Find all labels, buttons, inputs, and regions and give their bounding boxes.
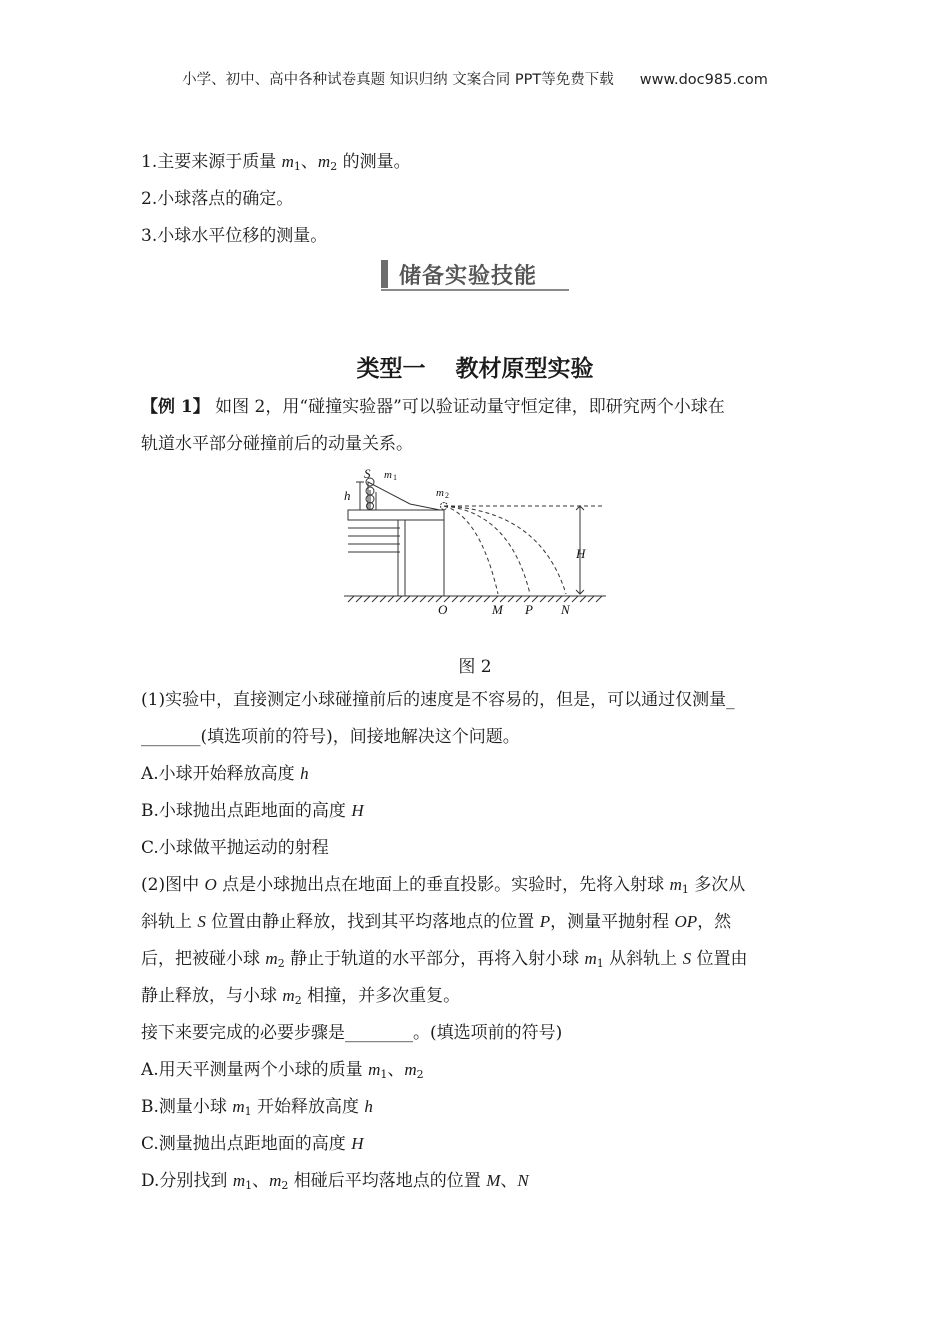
trajectory-M: [444, 506, 498, 594]
table-top: [348, 510, 444, 520]
section-title: 类型一 教材原型实验: [356, 356, 594, 382]
label-h: h: [344, 488, 351, 503]
collision-apparatus-figure: [340, 466, 612, 618]
q2-line-1: (2)图中 O 点是小球抛出点在地面上的垂直投影。实验时，先将入射球 $m_1$ 多次从: [141, 875, 746, 896]
banner-text: 储备实验技能: [399, 264, 538, 289]
table-frame: [348, 528, 400, 552]
header-url[interactable]: www.doc985.com: [639, 72, 768, 88]
figure-caption: 图 2: [458, 657, 492, 677]
q1-option-a: A.小球开始释放高度 h: [141, 764, 309, 784]
example-line-2: 轨道水平部分碰撞前后的动量关系。: [141, 434, 413, 454]
label-O: O: [438, 602, 448, 617]
q1-line-2: _______(填选项前的符号)，间接地解决这个问题。: [141, 727, 520, 747]
q2-line-2: 斜轨上 S 位置由静止释放，找到其平均落地点的位置 P，测量平抛射程 OP，然: [141, 912, 732, 932]
q1-option-b: B.小球抛出点距地面的高度 H: [141, 801, 364, 821]
ramp: [368, 482, 440, 510]
error-item-3: 3.小球水平位移的测量。: [141, 226, 328, 246]
error-item-1: 1.主要来源于质量 $m_1$、$m_2$ 的测量。: [141, 152, 411, 173]
h-marker: [356, 482, 364, 510]
q2-line-5: 接下来要完成的必要步骤是________。(填选项前的符号): [141, 1023, 563, 1043]
q1-line-1: (1)实验中，直接测定小球碰撞前后的速度是不容易的，但是，可以通过仅测量_: [141, 690, 735, 710]
table-leg: [398, 520, 405, 596]
q2-option-b: B.测量小球 $m_1$ 开始释放高度 h: [141, 1097, 373, 1118]
section-banner: [381, 258, 569, 290]
svg-text:2: 2: [445, 491, 449, 500]
page-header: [0, 68, 950, 89]
error-item-2: 2.小球落点的确定。: [141, 189, 294, 209]
trajectory-N: [444, 506, 566, 594]
label-S: S: [364, 466, 371, 481]
example-label: 【例 1】: [141, 397, 210, 417]
q1-option-c: C.小球做平抛运动的射程: [141, 838, 329, 858]
label-m1: m: [384, 469, 392, 481]
q2-option-a: A.用天平测量两个小球的质量 $m_1$、$m_2$: [141, 1060, 424, 1081]
header-text: 小学、初中、高中各种试卷真题 知识归纳 文案合同 PPT等免费下载: [182, 72, 614, 88]
example-line-1: 【例 1】 如图 2，用“碰撞实验器”可以验证动量守恒定律，即研究两个小球在: [141, 397, 725, 417]
q2-option-d: D.分别找到 $m_1$、$m_2$ 相碰后平均落地点的位置 M、N: [141, 1171, 529, 1192]
label-N: N: [561, 602, 570, 617]
label-m2: m: [436, 487, 444, 499]
label-M: M: [492, 602, 503, 617]
label-H: H: [576, 546, 586, 561]
banner-underline: [381, 289, 569, 291]
q2-line-4: 静止释放，与小球 $m_2$ 相撞，并多次重复。: [141, 986, 461, 1007]
q2-option-c: C.测量抛出点距地面的高度 H: [141, 1134, 364, 1154]
trajectory-P: [444, 506, 530, 594]
svg-text:1: 1: [393, 473, 397, 482]
q2-line-3: 后，把被碰小球 $m_2$ 静止于轨道的水平部分，再将入射小球 $m_1$ 从斜轨上 S 位置由: [141, 949, 748, 970]
label-P: P: [525, 602, 533, 617]
banner-bar: [381, 260, 388, 288]
